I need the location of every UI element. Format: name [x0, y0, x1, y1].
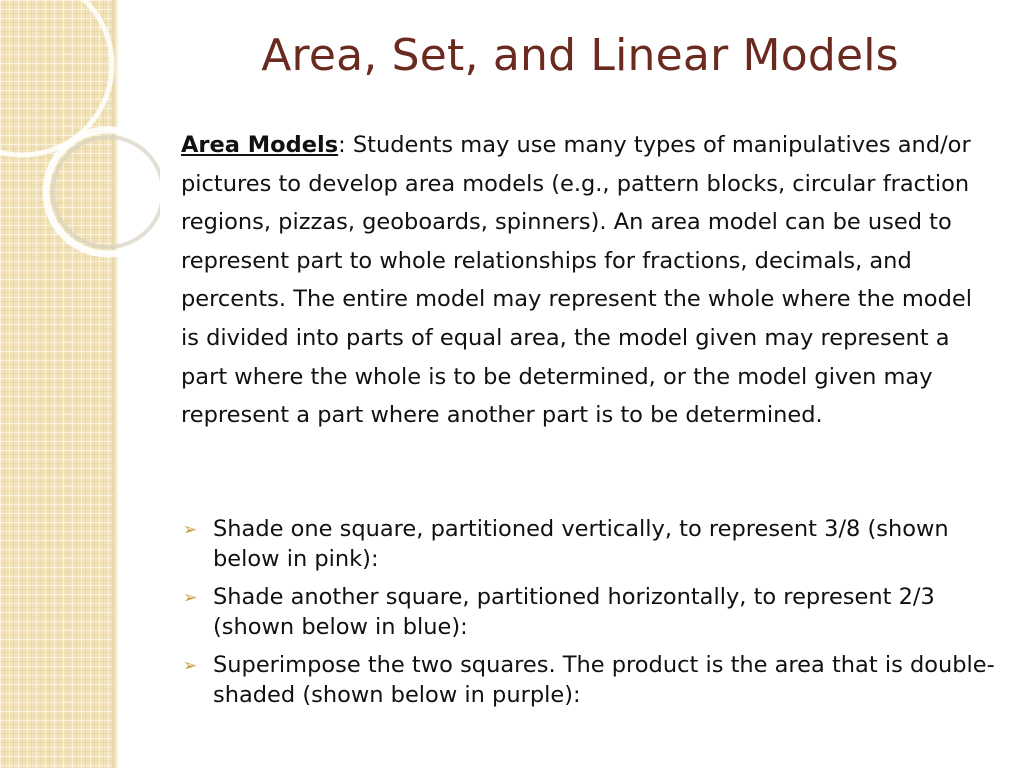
- arrow-bullet-icon: ➢: [183, 520, 198, 540]
- arrow-bullet-icon: ➢: [183, 588, 198, 608]
- step-text: Shade another square, partitioned horizontally, to represent 2/3 (shown below in blue):: [213, 584, 935, 640]
- step-text: Superimpose the two squares. The product is the area that is double-shaded (shown below in purple):: [213, 652, 995, 708]
- area-models-colon: :: [338, 132, 346, 158]
- decor-ring-middle-shadow: [53, 137, 160, 247]
- step-item: [181, 651, 996, 710]
- step-item: [181, 583, 996, 642]
- area-models-text: Students may use many types of manipulatives and/or pictures to develop area models (e.g., pattern blocks, circular fraction regions, pizzas, geoboards, spinners). An area model can be used to represent part to whole relationships for fractions, decimals, and percents. The entire model may represent the whole where the model is divided into parts of equal area, the model given may represent a part where the whole is to be determined, or the model given may represent a part where another part is to be determined.: [181, 132, 972, 429]
- decorative-rings: [0, 0, 160, 300]
- arrow-bullet-icon: ➢: [183, 656, 198, 676]
- slide-title: Area, Set, and Linear Models: [261, 30, 899, 81]
- steps-list: [181, 515, 996, 719]
- area-models-heading: Area Models: [181, 132, 339, 158]
- step-text: Shade one square, partitioned vertically, to represent 3/8 (shown below in pink):: [213, 516, 949, 572]
- area-models-paragraph: [181, 126, 991, 435]
- step-item: [181, 515, 996, 574]
